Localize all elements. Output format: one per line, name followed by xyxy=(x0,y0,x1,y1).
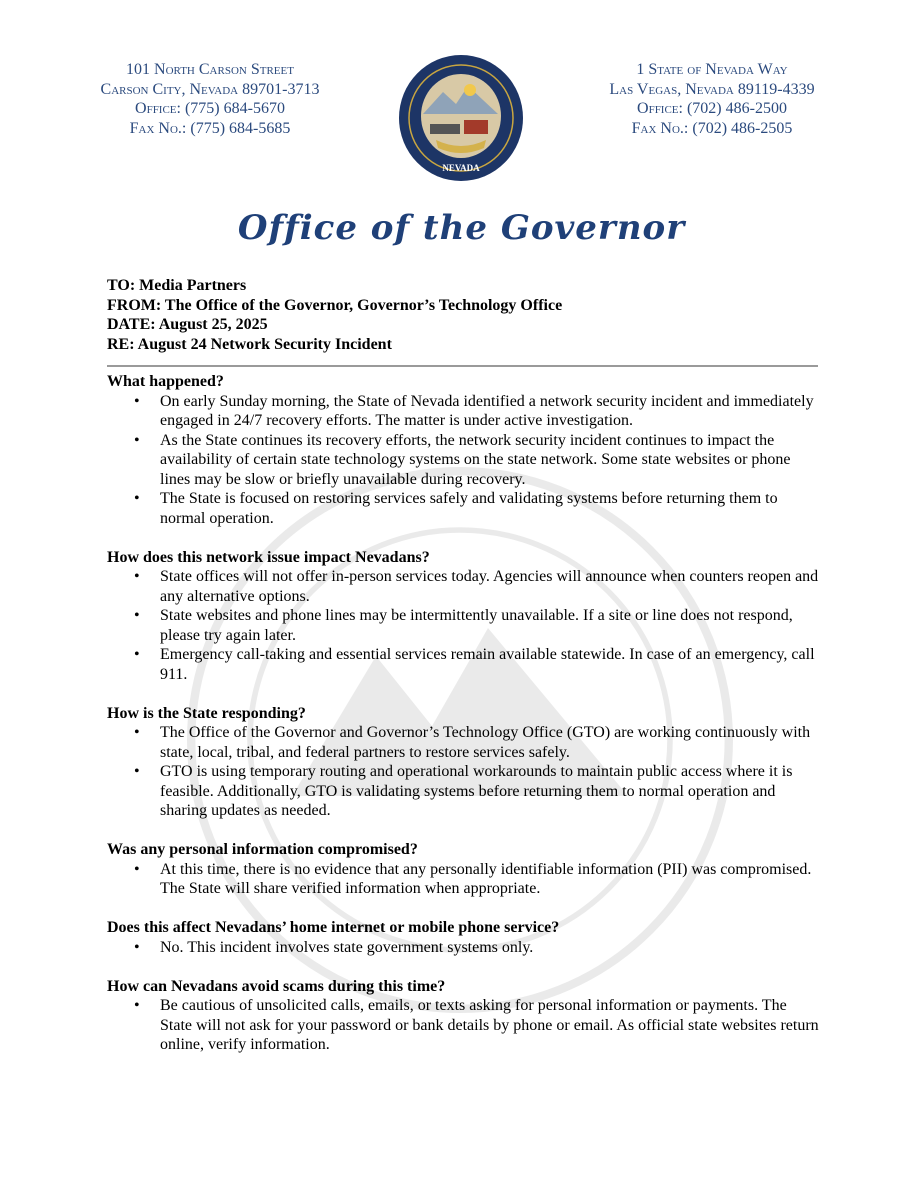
address-line: Carson City, Nevada 89701-3713 xyxy=(100,80,320,98)
list-item xyxy=(107,645,819,684)
bullet-text: Be cautious of unsolicited calls, emails, or texts asking for personal information or payments. The State will not ask for your password or bank details by phone or email. As official state websites return online, verify information. xyxy=(160,997,819,1053)
bullet-text: As the State continues its recovery efforts, the network security incident continues to impact the availability of certain state technology systems on the state network. Some state websites or phone lines may be slow or briefly unavailable during recovery. xyxy=(160,431,791,488)
bullet-icon: • xyxy=(134,997,140,1014)
faq-section xyxy=(107,704,819,821)
memo-subject: RE: August 24 Network Security Incident xyxy=(107,335,392,353)
list-item xyxy=(107,762,819,821)
section-heading: How is the State responding? xyxy=(107,704,306,722)
section-heading: What happened? xyxy=(107,373,224,390)
bullet-text: No. This incident involves state government systems only. xyxy=(160,938,534,956)
bullet-list xyxy=(107,567,819,684)
bullet-text: Emergency call-taking and essential services remain available statewide. In case of an emergency, call 911. xyxy=(160,646,815,683)
bullet-icon: • xyxy=(134,607,140,624)
faq-section xyxy=(107,918,819,957)
bullet-icon: • xyxy=(134,568,140,585)
memo-to: TO: Media Partners xyxy=(107,277,247,294)
memo-from: FROM: The Office of the Governor, Governor’s Technology Office xyxy=(107,296,563,314)
list-item xyxy=(107,606,819,645)
bullet-list xyxy=(107,938,819,958)
list-item xyxy=(107,567,819,606)
svg-text:NEVADA: NEVADA xyxy=(442,163,480,173)
faq-section xyxy=(107,840,819,899)
bullet-icon: • xyxy=(134,860,140,878)
bullet-list xyxy=(107,392,819,529)
memo-header xyxy=(107,276,819,354)
bullet-icon: • xyxy=(134,490,140,507)
bullet-icon: • xyxy=(134,724,140,741)
office-phone: Office: (702) 486-2500 xyxy=(637,100,787,117)
list-item xyxy=(107,938,819,958)
bullet-text: The Office of the Governor and Governor’s Technology Office (GTO) are working continuously with state, local, tribal, and federal partners to restore services safely. xyxy=(160,724,811,761)
section-heading: Does this affect Nevadans’ home internet or mobile phone service? xyxy=(107,919,560,936)
bullet-text: GTO is using temporary routing and operational workarounds to maintain public access where it is feasible. Additionally, GTO is validating systems before returning them to normal operation and sharing updates as needed. xyxy=(160,763,793,819)
memo-date: DATE: August 25, 2025 xyxy=(107,316,268,333)
list-item xyxy=(107,392,819,431)
list-item xyxy=(107,860,819,899)
address-line: Las Vegas, Nevada 89119-4339 xyxy=(609,80,815,98)
list-item xyxy=(107,489,819,528)
faq-section xyxy=(107,548,819,685)
bullet-list xyxy=(107,860,819,899)
las-vegas-address xyxy=(562,60,862,138)
section-heading: How does this network issue impact Nevadans? xyxy=(107,548,430,566)
bullet-text: On early Sunday morning, the State of Nevada identified a network security incident and immediately engaged in 24/7 recovery efforts. The matter is under active investigation. xyxy=(160,392,814,429)
bullet-icon: • xyxy=(134,763,140,780)
bullet-icon: • xyxy=(134,392,140,410)
bullet-text: The State is focused on restoring services safely and validating systems before returning them to normal operation. xyxy=(160,490,778,527)
bullet-text: State websites and phone lines may be intermittently unavailable. If a site or line does not respond, please try again later. xyxy=(160,607,793,644)
section-heading: Was any personal information compromised? xyxy=(107,841,418,858)
bullet-list xyxy=(107,996,819,1055)
section-heading: How can Nevadans avoid scams during this time? xyxy=(107,977,446,995)
bullet-list xyxy=(107,723,819,821)
nevada-state-seal xyxy=(398,54,524,182)
memo-body xyxy=(107,372,819,1074)
bullet-icon: • xyxy=(134,938,140,956)
office-phone: Office: (775) 684-5670 xyxy=(135,100,285,117)
faq-section xyxy=(107,977,819,1055)
carson-city-address xyxy=(60,60,360,138)
list-item xyxy=(107,431,819,490)
address-line: 1 State of Nevada Way xyxy=(636,61,788,78)
bullet-text: At this time, there is no evidence that any personally identifiable information (PII) was compromised. The State will share verified information when appropriate. xyxy=(160,860,812,897)
bullet-icon: • xyxy=(134,646,140,663)
bullet-text: State offices will not offer in-person services today. Agencies will announce when counters reopen and any alternative options. xyxy=(160,568,819,605)
address-line: 101 North Carson Street xyxy=(126,61,294,78)
fax-number: Fax No.: (775) 684-5685 xyxy=(129,119,291,137)
bullet-icon: • xyxy=(134,431,140,449)
list-item xyxy=(107,723,819,762)
letterhead-title: Office of the Governor xyxy=(237,208,686,248)
faq-section xyxy=(107,372,819,528)
list-item xyxy=(107,996,819,1055)
divider xyxy=(107,365,818,367)
fax-number: Fax No.: (702) 486-2505 xyxy=(631,119,793,137)
